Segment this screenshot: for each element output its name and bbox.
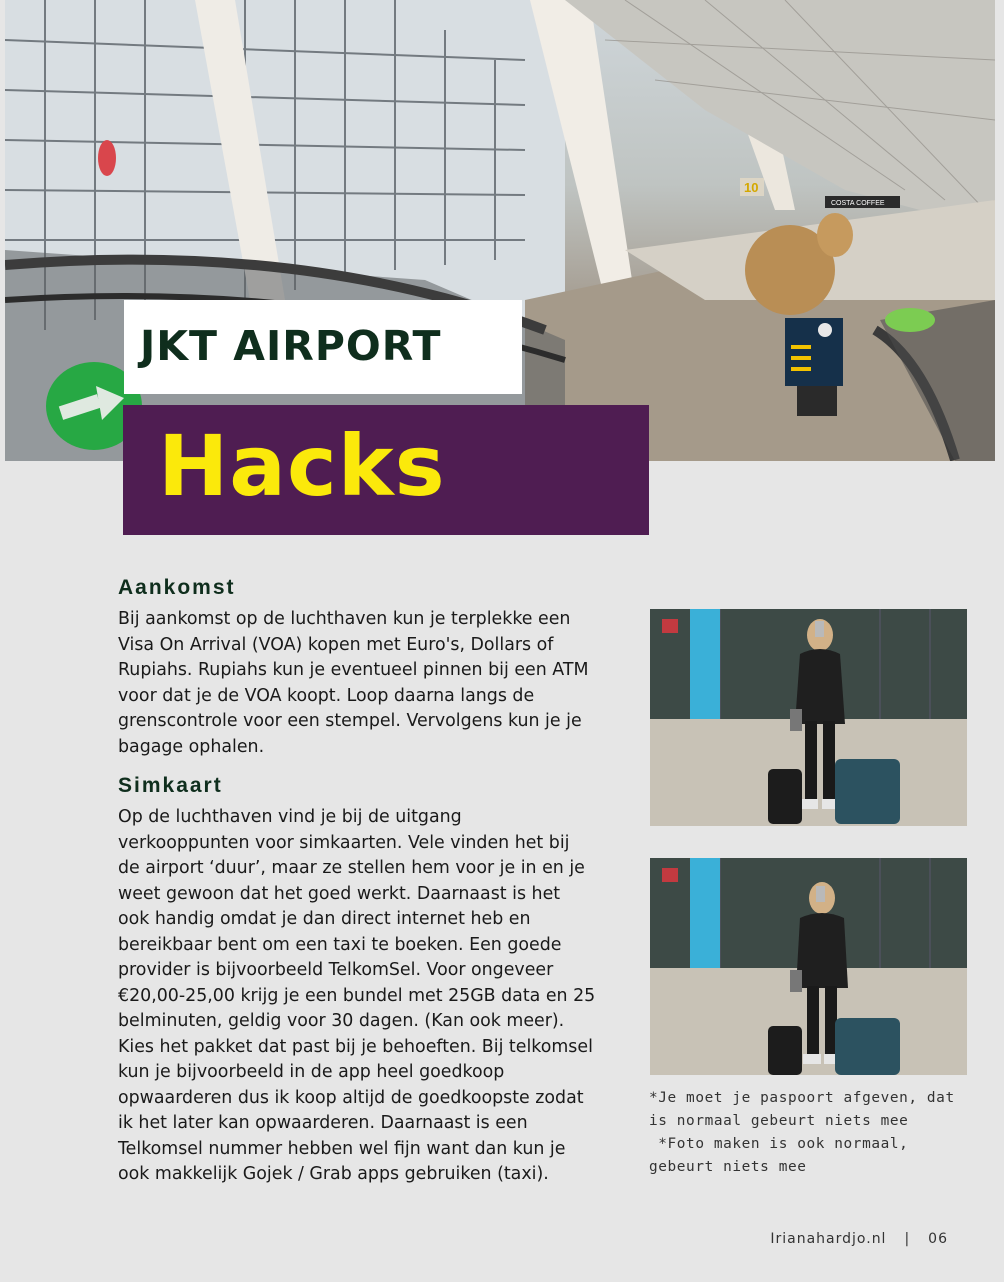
section-heading-aankomst: Aankomst (118, 576, 236, 599)
footer-site: Irianahardjo.nl (770, 1231, 887, 1247)
passport-photo-2 (650, 858, 967, 1075)
passport-photo-1 (650, 609, 967, 826)
section-body-simkaart: Op de luchthaven vind je bij de uitgang verkooppunten voor simkaarten. Vele vinden het bij de airport ‘duur’, maar ze stellen hem voor je in en je weet gewoon dat het goed werkt. Daarnaast is het ook handig omdat je dan direct internet heb en bereikbaar bent om een taxi te boeken. Een goede provider is bijvoorbeeld TelkomSel. Voor ongeveer €20,00-25,00 krijg je een bundel met 25GB data en 25 belminuten, geldig voor 30 dagen. (Kan ook meer). Kies het pakket dat past bij je behoeften. Bij telkomsel kun je bijvoorbeeld in de app heel goedkoop opwaarderen dus ik koop altijd de goedkoopste zodat ik het later kan opwaarderen. Daarnaast is een Telkomsel nummer hebben wel fijn want dan kun je ook makkelijk Gojek / Grab apps gebruiken (taxi). (118, 807, 596, 1184)
section-body-aankomst: Bij aankomst op de luchthaven kun je terplekke een Visa On Arrival (VOA) kopen met Euro's, Dollars of Rupiahs. Rupiahs kun je eventueel pinnen bij een ATM voor dat je de VOA koopt. Loop daarna langs de grenscontrole voor een stempel. Vervolgens kun je je bagage ophalen. (118, 609, 589, 757)
title-main-text: Hacks (158, 417, 446, 515)
section-heading-simkaart: Simkaart (118, 774, 223, 797)
gate-number-sign: 10 (744, 180, 759, 195)
shop-sign: COSTA COFFEE (831, 200, 885, 207)
title-box-top (124, 300, 522, 394)
photo-caption: *Je moet je paspoort afgeven, dat is normaal gebeurt niets mee *Foto maken is ook normaal, gebeurt niets mee (649, 1090, 955, 1175)
title-top-text: JKT AIRPORT (140, 322, 442, 370)
page-number: 06 (928, 1231, 948, 1247)
footer (770, 1231, 948, 1247)
footer-separator: | (904, 1231, 911, 1247)
title-box-main (123, 405, 649, 535)
